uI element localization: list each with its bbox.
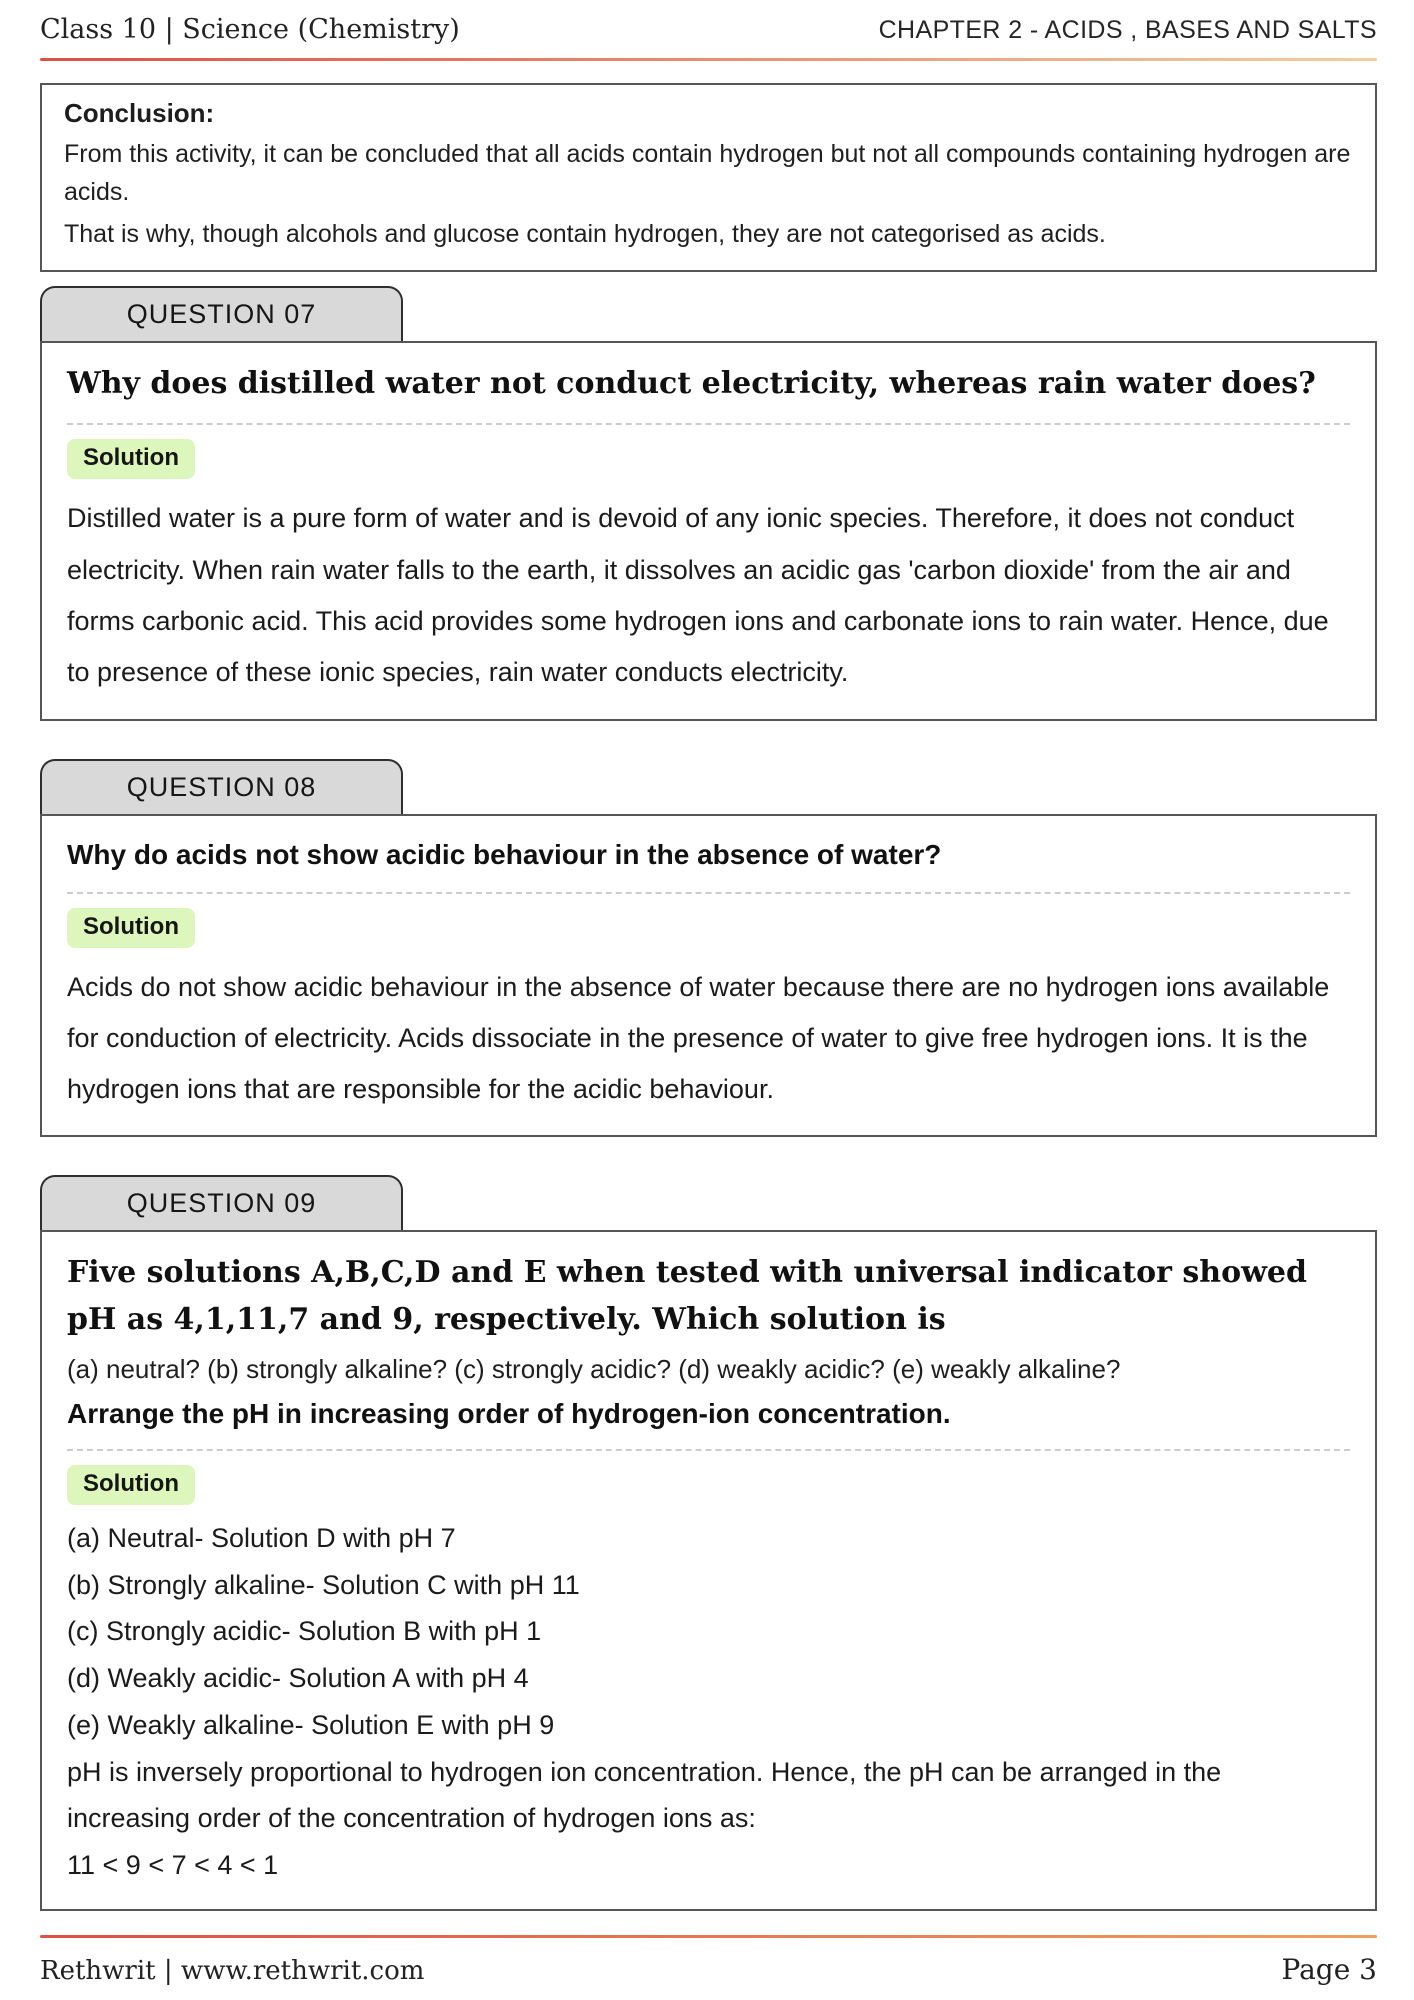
question-07-solution-badge: Solution: [67, 439, 195, 479]
question-09-tab: QUESTION 09: [40, 1175, 403, 1232]
solution-line-b: (b) Strongly alkaline- Solution C with pH 11: [67, 1569, 580, 1600]
solution-line-explanation: pH is inversely proportional to hydrogen ion concentration. Hence, the pH can be arranged in the increasing order of the concentration of hydrogen ions as:: [67, 1756, 1222, 1834]
question-08-separator: [67, 892, 1350, 894]
page-footer: [40, 1935, 1377, 1986]
question-09-subquestions: (a) neutral? (b) strongly alkaline? (c) strongly acidic? (d) weakly acidic? (e) weakly alkaline?: [67, 1354, 1121, 1385]
question-07-solution-text: Distilled water is a pure form of water and is devoid of any ionic species. Therefore, it does not conduct electricity. When rain water falls to the earth, it dissolves an acidic gas 'carbon dioxide' from the air and forms carbonic acid. This acid provides some hydrogen ions and carbonate ions to rain water. Hence, due to presence of these ionic species, rain water conducts electricity.: [67, 503, 1329, 688]
solution-line-a: (a) Neutral- Solution D with pH 7: [67, 1523, 456, 1554]
solution-line-c: (c) Strongly acidic- Solution B with pH 1: [67, 1616, 542, 1647]
solution-line-d: (d) Weakly acidic- Solution A with pH 4: [67, 1663, 529, 1694]
course-label: Class 10 | Science (Chemistry): [40, 14, 460, 45]
question-section-07: [40, 286, 1377, 721]
footer-rule: [40, 1935, 1377, 1938]
question-09-subtitle-bold: Arrange the pH in increasing order of hydrogen-ion concentration.: [67, 1397, 951, 1429]
question-07-tab: QUESTION 07: [40, 286, 403, 343]
solution-line-order: 11 < 9 < 7 < 4 < 1: [67, 1849, 279, 1880]
question-07-separator: [67, 423, 1350, 425]
footer-brand: Rethwrit | www.rethwrit.com: [40, 1956, 425, 1986]
question-07-box: [40, 341, 1377, 721]
conclusion-paragraph-1: From this activity, it can be concluded that all acids contain hydrogen but not all compounds containing hydrogen are acids.: [64, 140, 1351, 206]
question-08-title: Why do acids not show acidic behaviour in the absence of water?: [67, 838, 942, 870]
question-08-box: [40, 814, 1377, 1138]
header-rule: [40, 58, 1377, 61]
conclusion-box: [40, 83, 1377, 272]
conclusion-title: Conclusion:: [64, 98, 215, 128]
question-09-solution-badge: Solution: [67, 1465, 195, 1505]
question-09-box: [40, 1230, 1377, 1910]
question-08-solution-badge: Solution: [67, 908, 195, 948]
question-section-09: [40, 1175, 1377, 1910]
conclusion-paragraph-2: That is why, though alcohols and glucose contain hydrogen, they are not categorised as acids.: [64, 220, 1106, 249]
page-header: [40, 14, 1377, 45]
question-09-solution-list: [67, 1515, 1350, 1889]
chapter-label: CHAPTER 2 - ACIDS , BASES AND SALTS: [878, 16, 1377, 44]
question-08-solution-text: Acids do not show acidic behaviour in the absence of water because there are no hydrogen ions available for conduction of electricity. Acids dissociate in the presence of water to give free hydrogen ions. It is the hydrogen ions that are responsible for the acidic behaviour.: [67, 971, 1330, 1105]
question-08-tab: QUESTION 08: [40, 759, 403, 816]
question-09-title: Five solutions A,B,C,D and E when tested with universal indicator showed pH as 4,1,11,7 and 9, respectively. Which solution is: [67, 1255, 1307, 1337]
solution-line-e: (e) Weakly alkaline- Solution E with pH 9: [67, 1709, 555, 1740]
question-section-08: [40, 759, 1377, 1138]
question-07-title: Why does distilled water not conduct electricity, whereas rain water does?: [67, 365, 1316, 401]
question-09-separator: [67, 1449, 1350, 1451]
page-number: Page 3: [1281, 1953, 1377, 1986]
footer-row: [40, 1953, 1377, 1986]
